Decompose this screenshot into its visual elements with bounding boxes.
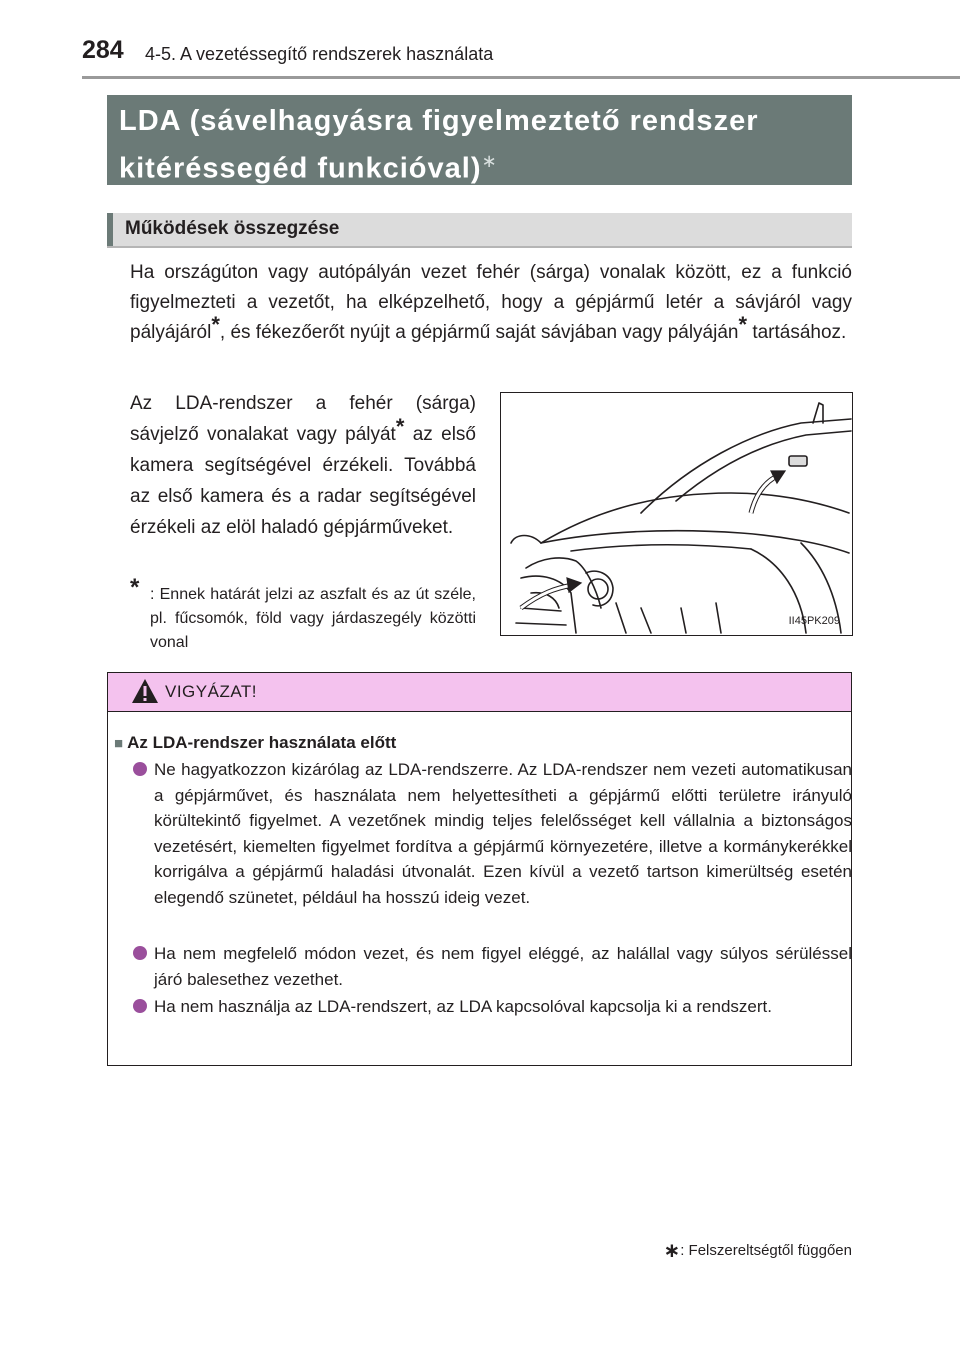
bullet-dot-icon — [133, 999, 147, 1013]
page-footnote — [663, 1238, 852, 1263]
figure-code: II45PK209 — [788, 615, 840, 627]
footnote-text: : Felszereltségtől függően — [680, 1242, 852, 1259]
footnote-asterisk: * — [738, 312, 748, 337]
title-asterisk: ∗ — [481, 151, 498, 171]
detection-text-a: Az LDA-rendszer a fehér (sárga) sávjelző vonalakat vagy pályát — [130, 393, 476, 445]
caution-subheading-text: Az LDA-rendszer használata előtt — [127, 733, 397, 752]
warning-icon — [131, 678, 159, 704]
detection-paragraph — [130, 388, 476, 543]
square-bullet-icon: ■ — [114, 735, 124, 752]
section-heading: Működések összegzése — [125, 218, 340, 239]
title-line-2-text: kitéréssegéd funkcióval) — [119, 152, 482, 185]
caution-bullet-text: Ha nem megfelelő módon vezet, és nem figyel eléggé, az halállal vagy súlyos sérüléssel járó balesethez vezethet. — [154, 944, 852, 989]
detection-text-b: az első kamera segítségével érzékeli. Továbbá az első kamera és a radar segítségével érzékeli az elöl haladó gépjárműveket. — [130, 424, 476, 538]
footnote-asterisk: * — [395, 414, 405, 439]
title-line-2 — [119, 141, 840, 189]
title-line-1: LDA (sávelhagyásra figyelmeztető rendszer — [119, 105, 759, 137]
chapter-title: 4-5. A vezetéssegítő rendszerek használata — [145, 44, 494, 64]
caution-bullet — [133, 757, 852, 910]
section-heading-underline — [107, 246, 852, 248]
caution-label: VIGYÁZAT! — [165, 682, 258, 701]
asterisk-note — [130, 574, 476, 655]
intro-text-a: Ha országúton vagy autópályán vezet fehér (sárga) vonalak között, ez a funkció figyelmezteti a vezetőt, ha elképzelhető, hogy a gépjármű letér a sávjáról vagy pályájáról — [130, 262, 852, 343]
intro-paragraph — [130, 258, 852, 348]
note-text: : Ennek határát jelzi az aszfalt és az út széle, pl. fűcsomók, föld vagy járdaszegély közötti vonal — [150, 586, 476, 651]
intro-text-b: , és fékezőerőt nyújt a gépjármű saját sávjában vagy pályáján — [219, 322, 739, 343]
intro-text-c: tartásához. — [747, 322, 847, 343]
caution-subheading — [114, 733, 396, 753]
page-number: 284 — [82, 36, 124, 64]
bullet-dot-icon — [133, 946, 147, 960]
car-drawing — [501, 393, 852, 635]
caution-bullet-text: Ne hagyatkozzon kizárólag az LDA-rendszerre. Az LDA-rendszer nem vezeti automatikusan a gépjárművet, és használata nem helyettesítheti a gépjármű előtti területre irányuló körültekintő figyelmet. A vezetőnek mindig teljes felelősséget kell vállalnia a biztonságos vezetésért, kiemelten figyelmet fordítva a gépjármű környezetére, illetve a kormánykerékkel korrigálva a gépjármű haladási útvonalát. Ezen kívül a vezető tartson kimerültség esetén elegendő szünetet, például ha hosszú ideig vezet. — [154, 760, 852, 907]
footnote-asterisk: * — [211, 312, 220, 337]
footnote-mark: ∗ — [663, 1240, 681, 1262]
note-asterisk: * — [130, 574, 140, 601]
section-heading-bar — [107, 213, 113, 247]
car-front-illustration — [500, 392, 853, 636]
caution-bullet — [133, 994, 852, 1020]
bullet-dot-icon — [133, 762, 147, 776]
title-banner — [107, 95, 852, 185]
caution-bullet-text: Ha nem használja az LDA-rendszert, az LDA kapcsolóval kapcsolja ki a rendszert. — [154, 997, 772, 1016]
header-rule — [82, 76, 960, 79]
caution-bullet — [133, 941, 852, 992]
